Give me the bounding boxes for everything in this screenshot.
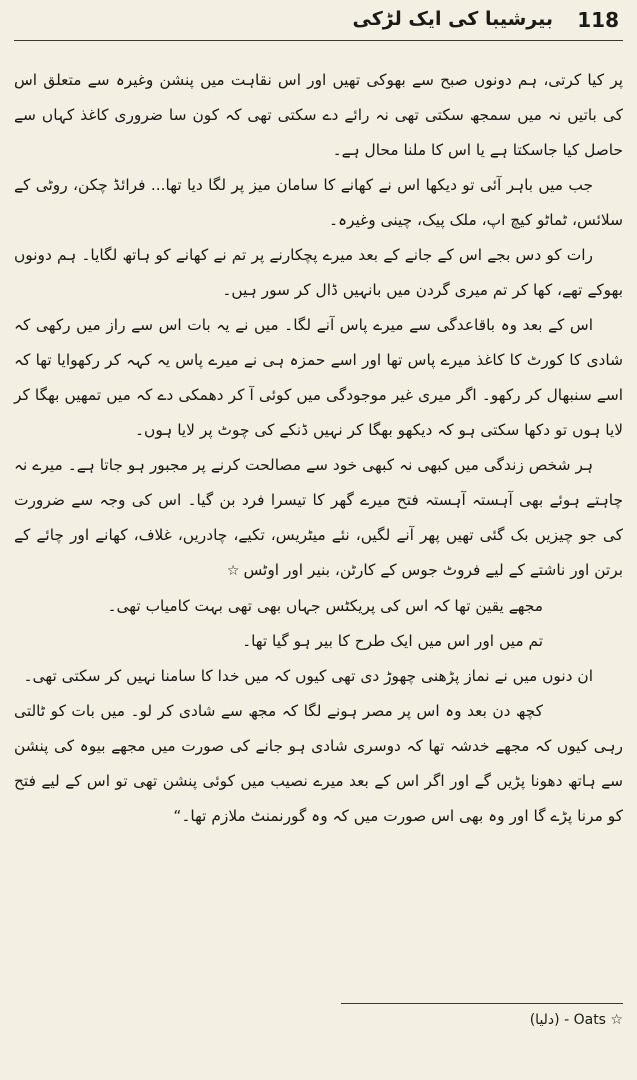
- footnote-divider: [341, 1003, 623, 1004]
- paragraph: اس کے بعد وہ باقاعدگی سے میرے پاس آنے لگا۔ میں نے یہ بات اس سے راز میں رکھی کہ شادی کا کورٹ کا کاغذ میرے پاس تھا اور اسے حمزہ ہی نے میرے پاس یہ کہہ کر رکھوایا تھا کہ اسے سنبھال کر رکھو۔ اگر میری غیر موجودگی میں کوئی آ کر دھمکی دے کہ میں تمھیں بھگا کر لایا ہوں تو دکھا سکتی ہو کہ دیکھو بھگا کر نہیں ڈنکے کی چوٹ پر لایا ہوں۔: [14, 316, 623, 439]
- paragraph-with-footnote: [14, 448, 623, 589]
- paragraph-text: ہر شخص زندگی میں کبھی نہ کبھی خود سے مصالحت کرنے پر مجبور ہو جاتا ہے۔ میرے نہ چاہتے ہوئے بھی آہستہ آہستہ فتح میرے گھر کا تیسرا فرد بن گیا۔ اس کی وجہ سے ضرورت کی جو چیزیں بک گئی تھیں پھر آنے لگیں، نئے میٹریس، تکیے، چادریں، غلاف، کھانے اور چائے کے برتن اور ناشتے کے لیے فروٹ جوس کے کارٹن، بنیر اور اوٹس: [14, 456, 623, 579]
- paragraph: مجھے یقین تھا کہ اس کی پریکٹس جہاں بھی تھی بہت کامیاب تھی۔: [107, 597, 543, 615]
- page-header: [14, 6, 623, 41]
- paragraph: جب میں باہر آئی تو دیکھا اس نے کھانے کا سامان میز پر لگا دیا تھا... فرائڈ چکن، روٹی کے سلائس، ٹماٹو کیچ اپ، ملک پیک، چینی وغیرہ۔: [14, 176, 623, 229]
- paragraph: ان دنوں میں نے نماز پڑھنی چھوڑ دی تھی کیوں کہ میں خدا کا سامنا نہیں کر سکتی تھی۔: [23, 667, 593, 685]
- paragraph: کچھ دن بعد وہ اس پر مصر ہونے لگا کہ مجھ سے شادی کر لو۔ میں بات کو ٹالتی رہی کیوں کہ مجھے خدشہ تھا کہ دوسری شادی ہو جانے کی صورت میں مجھے بیوہ کی پنشن سے ہاتھ دھونا پڑیں گے اور اگر اس کے بعد میرے نصیب میں کوئی پنشن تھی تو اس کے لیے فتح کو مرنا پڑے گا اور وہ بھی اس صورت میں کہ وہ گورنمنٹ ملازم تھا۔“: [14, 702, 623, 825]
- paragraph: رات کو دس بجے اس کے جانے کے بعد میرے پچکارنے پر تم نے کھانے کو ہاتھ لگایا۔ ہم دونوں بھوکے تھے، کھا کر تم میری گردن میں بانہیں ڈال کر سور ہیں۔: [14, 246, 623, 299]
- footnote-star-icon: ☆: [226, 563, 240, 579]
- running-title: بیرشیبا کی ایک لڑکی: [352, 8, 553, 30]
- body-text: [14, 63, 623, 834]
- paragraph: پر کیا کرتی، ہم دونوں صبح سے بھوکی تھیں اور اس نقاہت میں پنشن وغیرہ سے متعلق اس کی باتیں نہ میں سمجھ سکتی تھی نہ رائے دے سکتی تھی کہ کون سا ضروری کاغذ کہاں سے حاصل کیا جاسکتا ہے یا اس کا ملنا محال ہے۔: [14, 71, 623, 159]
- page-number: 118: [577, 8, 619, 32]
- footnote: ☆ Oats - (دلیا): [529, 1012, 623, 1028]
- paragraph: تم میں اور اس میں ایک طرح کا بیر ہو گیا تھا۔: [242, 632, 543, 650]
